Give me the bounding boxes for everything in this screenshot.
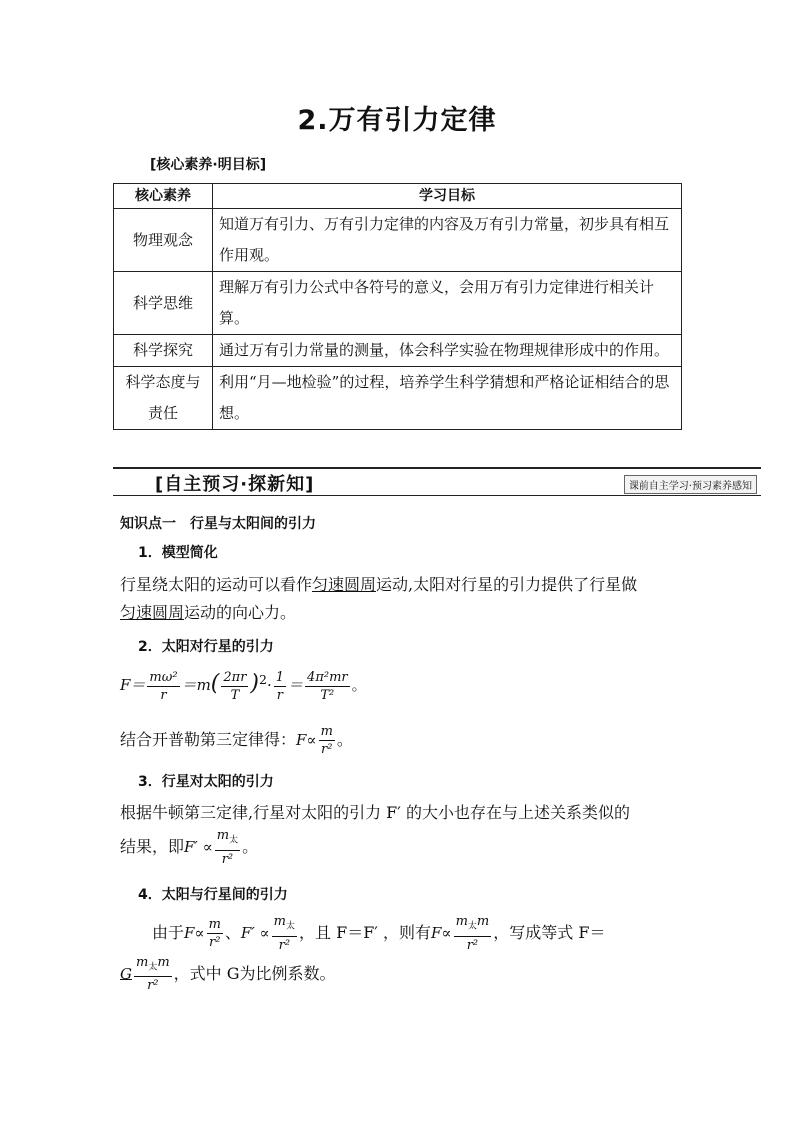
underlined-term: 匀速圆周	[120, 603, 185, 622]
goal-tag: [核心素养·明目标]	[150, 157, 267, 173]
table-row	[114, 272, 682, 335]
formula-sun-planet: F＝ $\frac{\text{mω²}}{r}$ ＝m( $\frac{2\pi r}{T}$ )$^2$· $\frac{1}{r}$ ＝ $\frac{\text{4π²mr}}{\text{T²}}$ 。	[120, 669, 367, 703]
paragraph-model: 行星绕太阳的运动可以看作匀速圆周运动,太阳对行星的引力提供了行星做 匀速圆周运动的向心力。	[120, 575, 638, 622]
subsection-title: 2．太阳对行星的引力	[138, 639, 274, 655]
knowledge-heading: 知识点一 行星与太阳间的引力	[120, 516, 316, 532]
page-title: 2.万有引力定律	[297, 105, 497, 136]
underlined-term: 匀速圆周	[312, 575, 377, 594]
table-cell-category: 科学探究	[114, 335, 213, 367]
table-row	[114, 209, 682, 272]
section-subtitle: 课前自主学习·预习素养感知	[624, 475, 757, 494]
paragraph-newton: 根据牛顿第三定律,行星对太阳的引力 F′ 的大小也存在与上述关系类似的 结果，即F′ ∝ $\frac{m_太}{\text{r²}}$ 。	[120, 803, 630, 867]
subsection-title: 3．行星对太阳的引力	[138, 774, 274, 790]
table-header-row	[114, 184, 682, 209]
table-row	[114, 335, 682, 367]
table-cell-category: 科学思维	[114, 272, 213, 335]
table-cell-category: 物理观念	[114, 209, 213, 272]
table-cell-category: 科学态度与责任	[114, 367, 213, 430]
table-cell-goal: 理解万有引力公式中各符号的意义，会用万有引力定律进行相关计算。	[213, 272, 682, 335]
section-bar	[113, 467, 761, 496]
underlined-term: G	[120, 964, 132, 983]
table-cell-goal: 通过万有引力常量的测量，体会科学实验在物理规律形成中的作用。	[213, 335, 682, 367]
table-header: 学习目标	[213, 184, 682, 209]
subsection-title: 4．太阳与行星间的引力	[138, 887, 288, 903]
table-header: 核心素养	[114, 184, 213, 209]
paragraph-gravitation: 由于F∝ $\frac{m}{\text{r²}}$ 、F′ ∝ $\frac{m_太}{\text{r²}}$ ，且 F＝F′ ，则有F∝ $\frac{m_太m}{\text{r²}}$ ，写成等式 F＝ G $\frac{m_太m}{\text{r²}}$ ，式中 G为比例系数。	[120, 914, 606, 994]
goals-table	[113, 183, 682, 430]
table-cell-goal: 利用“月—地检验”的过程，培养学生科学猜想和严格论证相结合的思想。	[213, 367, 682, 430]
table-cell-goal: 知道万有引力、万有引力定律的内容及万有引力常量，初步具有相互作用观。	[213, 209, 682, 272]
table-row	[114, 367, 682, 430]
subsection-title: 1．模型简化	[138, 545, 218, 561]
paragraph-kepler: 结合开普勒第三定律得：F∝ $\frac{m}{\text{r²}}$ 。	[120, 724, 353, 757]
section-title: [自主预习·探新知]	[155, 474, 315, 495]
